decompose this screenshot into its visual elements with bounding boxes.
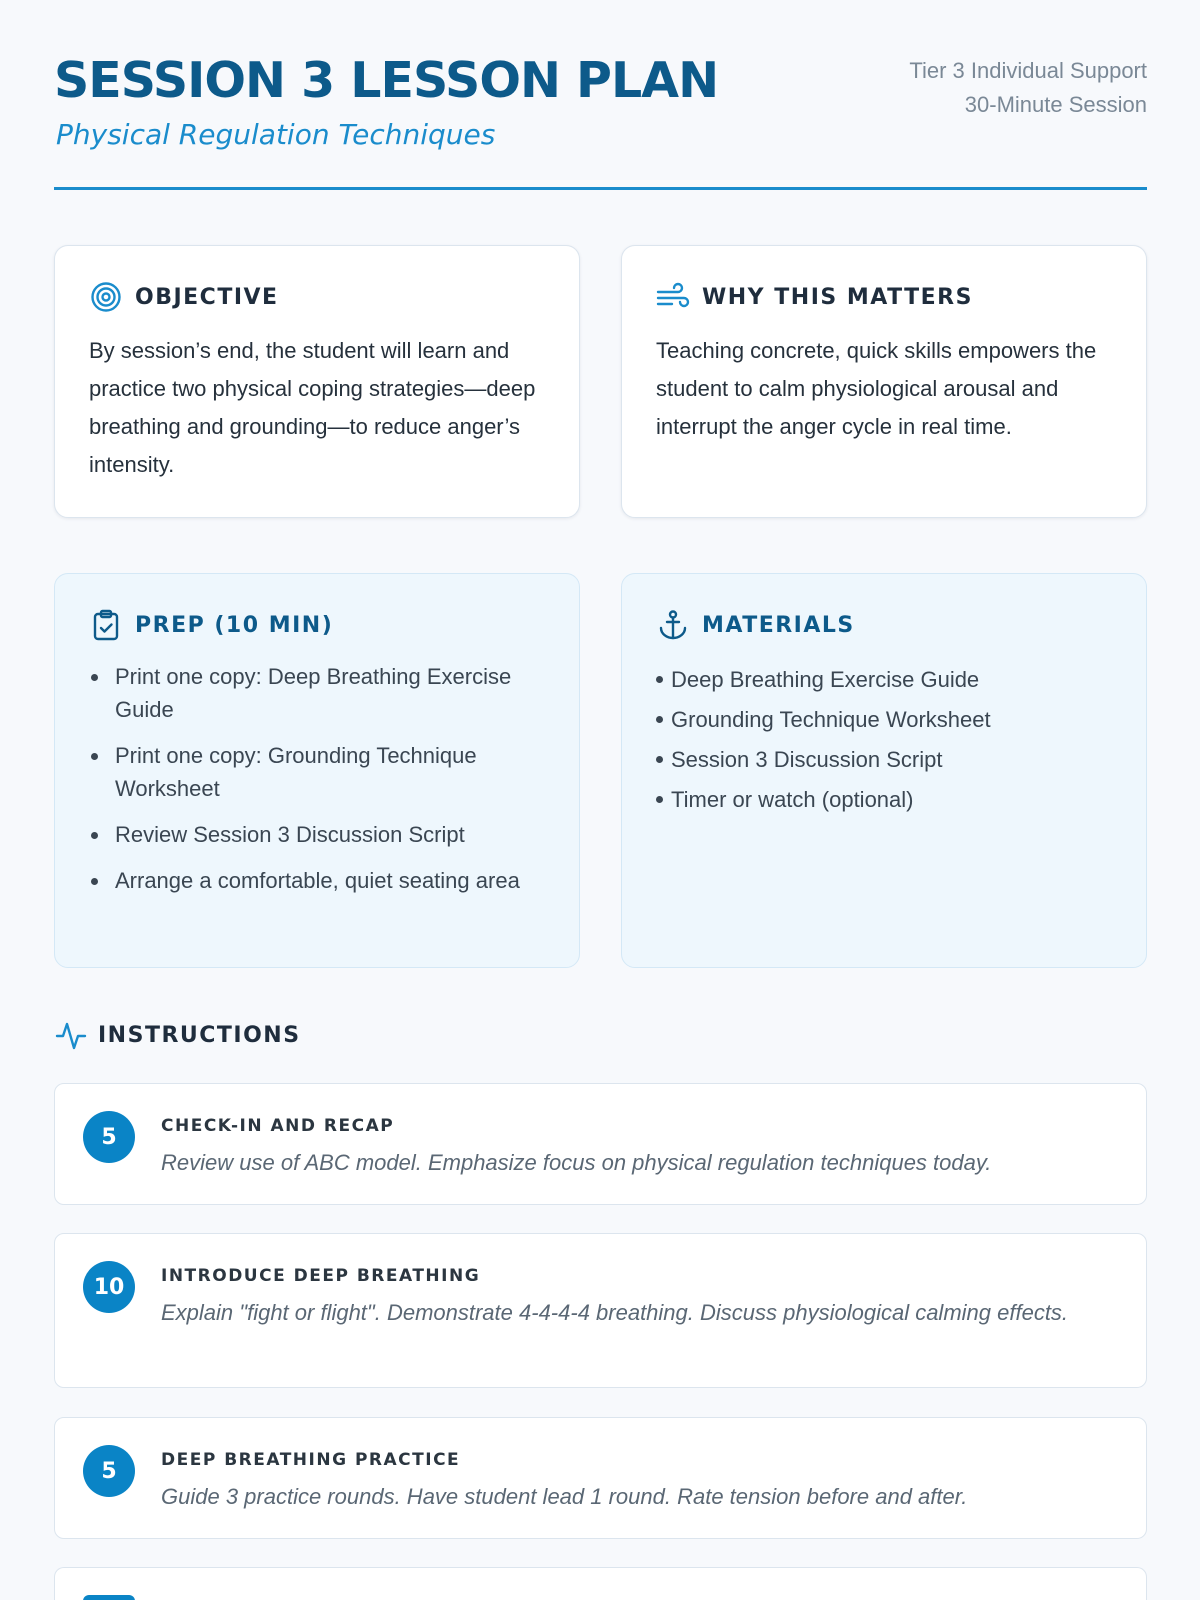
prep-title: PREP (10 MIN) bbox=[135, 612, 334, 638]
step-minutes-badge: 5 bbox=[83, 1111, 135, 1163]
list-item: Print one copy: Deep Breathing Exercise Guide bbox=[89, 660, 549, 726]
step-minutes-badge bbox=[83, 1595, 135, 1600]
step-card bbox=[54, 1233, 1147, 1388]
step-card bbox=[54, 1417, 1147, 1539]
step-title: DEEP BREATHING PRACTICE bbox=[161, 1450, 461, 1470]
lesson-plan-page bbox=[54, 0, 1147, 1509]
step-minutes-badge: 5 bbox=[83, 1445, 135, 1497]
why-card bbox=[621, 245, 1147, 518]
prep-card bbox=[54, 573, 580, 968]
support-tier: Tier 3 Individual Support bbox=[909, 58, 1147, 83]
instructions-heading bbox=[54, 1018, 301, 1052]
step-card bbox=[54, 1567, 1147, 1600]
why-title: WHY THIS MATTERS bbox=[702, 284, 973, 310]
session-length: 30-Minute Session bbox=[964, 92, 1147, 117]
step-description: Review use of ABC model. Emphasize focus on physical regulation techniques today. bbox=[161, 1150, 992, 1175]
page-title: SESSION 3 LESSON PLAN bbox=[54, 52, 719, 109]
wind-icon bbox=[656, 280, 690, 314]
activity-icon bbox=[54, 1018, 88, 1052]
step-description: Guide 3 practice rounds. Have student lead 1 round. Rate tension before and after. bbox=[161, 1484, 968, 1509]
clipboard-check-icon bbox=[89, 608, 123, 642]
why-text: Teaching concrete, quick skills empowers the student to calm physiological arousal and interrupt the anger cycle in real time. bbox=[656, 338, 1097, 439]
list-item: Arrange a comfortable, quiet seating area bbox=[89, 864, 549, 897]
list-item: Timer or watch (optional) bbox=[656, 780, 1116, 820]
page-subtitle: Physical Regulation Techniques bbox=[56, 118, 496, 151]
step-title: INTRODUCE DEEP BREATHING bbox=[161, 1266, 481, 1286]
list-item: Review Session 3 Discussion Script bbox=[89, 818, 549, 851]
objective-card bbox=[54, 245, 580, 518]
materials-card bbox=[621, 573, 1147, 968]
materials-title: MATERIALS bbox=[702, 612, 855, 638]
step-title: CHECK-IN AND RECAP bbox=[161, 1116, 395, 1136]
list-item: Print one copy: Grounding Technique Worksheet bbox=[89, 739, 549, 805]
materials-list bbox=[656, 660, 1116, 820]
step-minutes-badge: 10 bbox=[83, 1261, 135, 1313]
step-card bbox=[54, 1083, 1147, 1205]
instructions-title: INSTRUCTIONS bbox=[98, 1022, 301, 1048]
list-item: Grounding Technique Worksheet bbox=[656, 700, 1116, 740]
list-item: Session 3 Discussion Script bbox=[656, 740, 1116, 780]
session-meta bbox=[909, 54, 1147, 122]
list-item: Deep Breathing Exercise Guide bbox=[656, 660, 1116, 700]
target-icon bbox=[89, 280, 123, 314]
objective-text: By session’s end, the student will learn and practice two physical coping strategies—deep breathing and grounding—to reduce anger’s intensity. bbox=[89, 338, 536, 477]
anchor-icon bbox=[656, 608, 690, 642]
step-description: Explain "fight or flight". Demonstrate 4-4-4-4 breathing. Discuss physiological calming effects. bbox=[161, 1300, 1069, 1325]
page-header bbox=[54, 0, 1147, 190]
objective-title: OBJECTIVE bbox=[135, 284, 279, 310]
prep-list bbox=[89, 660, 549, 910]
